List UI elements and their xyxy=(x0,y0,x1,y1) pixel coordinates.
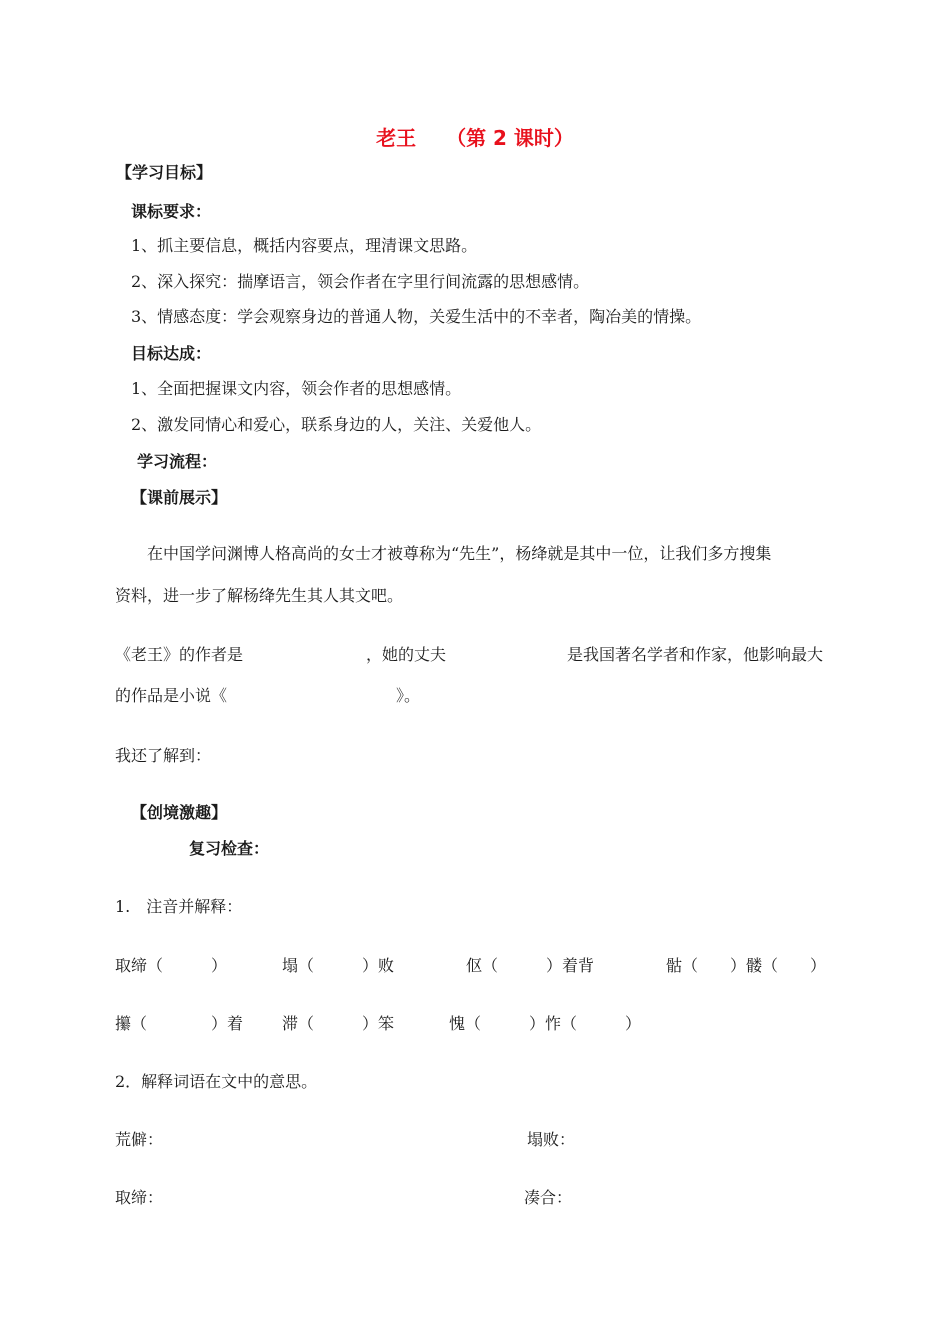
definition-label-2: 塌败： xyxy=(527,1130,576,1149)
pinyin-item-7: 愧（ ）怍（ ） xyxy=(449,1014,642,1033)
achievement-1: 1、全面把握课文内容，领会作者的思想感情。 xyxy=(131,379,462,398)
fill-author-prompt: 《老王》的作者是 xyxy=(115,645,244,664)
scene-header: 【创境激趣】 xyxy=(131,803,228,822)
definition-label-1: 荒僻： xyxy=(115,1130,164,1149)
requirement-2: 2、深入探究：揣摩语言，领会作者在字里行间流露的思想感情。 xyxy=(131,272,590,291)
pinyin-item-2: 塌（ ）败 xyxy=(282,956,395,975)
page-title: 老王 （第 2 课时） xyxy=(376,126,574,150)
question-1: 1. 注音并解释： xyxy=(115,897,243,916)
goals-header: 【学习目标】 xyxy=(116,163,213,182)
requirement-3: 3、情感态度：学会观察身边的普通人物，关爱生活中的不幸者，陶冶美的情操。 xyxy=(131,307,702,326)
pinyin-item-1: 取缔（ ） xyxy=(115,956,228,975)
fill-novel-close: 》。 xyxy=(396,686,421,705)
review-check-label: 复习检查： xyxy=(189,839,270,858)
fill-novel-prompt: 的作品是小说《 xyxy=(115,686,228,705)
intro-paragraph-line-2: 资料，进一步了解杨绛先生其人其文吧。 xyxy=(115,586,404,605)
curriculum-requirements-label: 课标要求： xyxy=(131,202,212,221)
definition-label-4: 凑合： xyxy=(524,1188,573,1207)
intro-paragraph-line-1: 在中国学问渊博人格高尚的女士才被尊称为“先生”，杨绛就是其中一位，让我们多方搜集 xyxy=(147,544,772,563)
pinyin-item-4: 骷（ ）髅（ ） xyxy=(666,956,827,975)
pinyin-item-5: 攥（ ）着 xyxy=(115,1014,244,1033)
pinyin-item-3: 伛（ ）着背 xyxy=(466,956,595,975)
requirement-1: 1、抓主要信息，概括内容要点，理清课文思路。 xyxy=(131,236,478,255)
achievement-2: 2、激发同情心和爱心，联系身边的人，关注、关爱他人。 xyxy=(131,415,542,434)
preclass-header: 【课前展示】 xyxy=(131,488,228,507)
also-learned-label: 我还了解到： xyxy=(115,746,212,765)
learning-flow-label: 学习流程： xyxy=(137,452,218,471)
fill-husband-prompt: ，她的丈夫 xyxy=(366,645,447,664)
goal-achievement-label: 目标达成： xyxy=(131,344,212,363)
pinyin-item-6: 滞（ ）笨 xyxy=(282,1014,395,1033)
fill-scholar-prompt: 是我国著名学者和作家，他影响最大 xyxy=(567,645,824,664)
question-2: 2．解释词语在文中的意思。 xyxy=(115,1072,318,1091)
definition-label-3: 取缔： xyxy=(115,1188,164,1207)
